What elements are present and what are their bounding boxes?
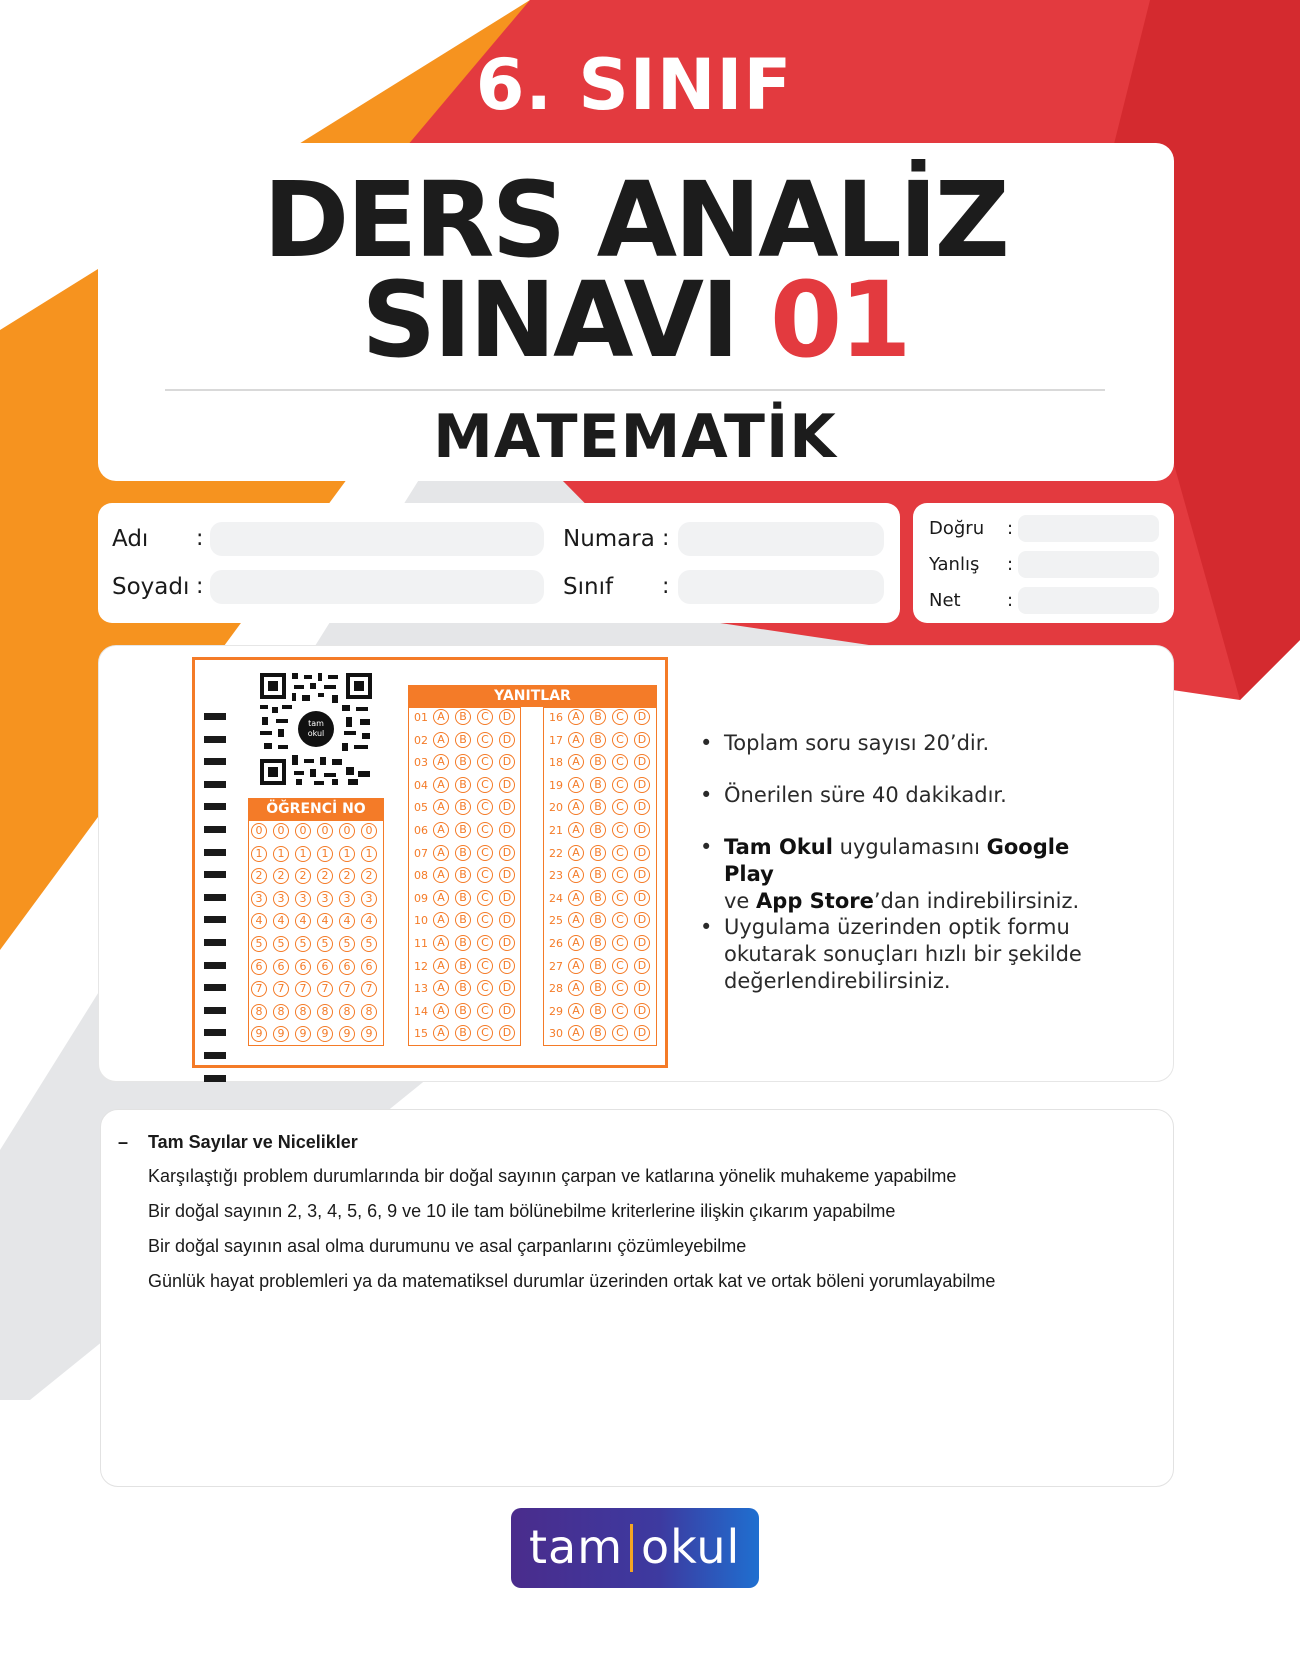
topic-dash: – bbox=[118, 1132, 129, 1152]
answer-bubble[interactable]: A bbox=[433, 799, 449, 815]
name-field[interactable] bbox=[210, 522, 544, 556]
student-no-bubble[interactable]: 5 bbox=[317, 936, 333, 952]
question-number: 05 bbox=[414, 801, 428, 815]
student-no-bubble[interactable]: 8 bbox=[251, 1004, 267, 1020]
answer-bubble[interactable]: B bbox=[590, 845, 606, 861]
question-number: 17 bbox=[549, 733, 563, 747]
answer-bubble[interactable]: C bbox=[477, 845, 493, 861]
student-no-bubble[interactable]: 5 bbox=[339, 936, 355, 952]
timing-mark bbox=[204, 984, 226, 991]
question-number: 11 bbox=[414, 937, 428, 950]
answer-bubble[interactable]: C bbox=[477, 980, 493, 996]
answer-bubble[interactable]: B bbox=[455, 890, 471, 906]
student-no-bubble[interactable]: 0 bbox=[295, 823, 311, 839]
answer-bubble[interactable]: D bbox=[499, 777, 515, 793]
timing-mark bbox=[204, 781, 226, 788]
student-no-bubble[interactable]: 9 bbox=[251, 1026, 267, 1042]
answer-bubble[interactable]: D bbox=[634, 890, 650, 906]
student-no-bubble[interactable]: 9 bbox=[273, 1026, 289, 1042]
grade-title: 6. SINIF bbox=[475, 44, 793, 126]
student-no-bubble[interactable]: 6 bbox=[361, 959, 377, 975]
answer-bubble[interactable]: A bbox=[433, 845, 449, 861]
answer-bubble[interactable]: C bbox=[477, 754, 493, 770]
answer-bubble[interactable]: B bbox=[455, 912, 471, 928]
question-number: 28 bbox=[549, 982, 563, 996]
answer-bubble[interactable]: D bbox=[499, 845, 515, 861]
answer-bubble[interactable]: B bbox=[455, 980, 471, 996]
timing-mark bbox=[204, 826, 226, 833]
number-field[interactable] bbox=[678, 522, 884, 556]
answer-bubble[interactable]: C bbox=[612, 958, 628, 974]
student-no-bubble[interactable]: 7 bbox=[317, 981, 333, 997]
title-divider bbox=[165, 389, 1105, 391]
answer-bubble[interactable]: D bbox=[499, 912, 515, 928]
answer-bubble[interactable]: C bbox=[612, 709, 628, 725]
answer-bubble[interactable]: D bbox=[634, 1003, 650, 1019]
answer-bubble[interactable]: C bbox=[477, 1003, 493, 1019]
answer-bubble[interactable]: C bbox=[477, 867, 493, 883]
answer-bubble[interactable]: C bbox=[612, 799, 628, 815]
title-line-1: DERS ANALİZ bbox=[263, 159, 1007, 281]
answer-bubble[interactable]: B bbox=[590, 890, 606, 906]
answer-bubble[interactable]: B bbox=[590, 732, 606, 748]
answer-bubble[interactable]: C bbox=[477, 890, 493, 906]
answer-bubble[interactable]: B bbox=[455, 822, 471, 838]
answer-bubble[interactable]: B bbox=[455, 799, 471, 815]
title-line-2: SINAVI 01 bbox=[361, 259, 909, 381]
answer-bubble[interactable]: D bbox=[634, 822, 650, 838]
answer-bubble[interactable]: D bbox=[634, 709, 650, 725]
question-number: 07 bbox=[414, 846, 428, 860]
student-no-bubble[interactable]: 9 bbox=[339, 1026, 355, 1042]
question-number: 08 bbox=[414, 869, 428, 883]
answer-bubble[interactable]: B bbox=[590, 1025, 606, 1041]
answer-bubble[interactable]: D bbox=[634, 935, 650, 951]
net-label: Net bbox=[929, 590, 961, 611]
student-no-bubble[interactable]: 6 bbox=[273, 959, 289, 975]
answer-bubble[interactable]: B bbox=[455, 709, 471, 725]
answer-bubble[interactable]: C bbox=[477, 709, 493, 725]
student-no-bubble[interactable]: 4 bbox=[339, 913, 355, 929]
student-no-bubble[interactable]: 7 bbox=[361, 981, 377, 997]
answer-bubble[interactable]: A bbox=[568, 1003, 584, 1019]
surname-colon: : bbox=[196, 574, 204, 599]
student-no-bubble[interactable]: 1 bbox=[273, 846, 289, 862]
answer-bubble[interactable]: C bbox=[612, 732, 628, 748]
answer-bubble[interactable]: C bbox=[612, 845, 628, 861]
answer-bubble[interactable]: C bbox=[612, 1025, 628, 1041]
question-number: 03 bbox=[414, 756, 428, 770]
answer-bubble[interactable]: C bbox=[612, 1003, 628, 1019]
question-number: 25 bbox=[549, 914, 563, 928]
timing-mark bbox=[204, 1052, 226, 1059]
wrong-field[interactable] bbox=[1018, 551, 1159, 578]
timing-mark bbox=[204, 713, 226, 720]
wrong-colon: : bbox=[1007, 554, 1014, 575]
student-no-bubble[interactable]: 7 bbox=[251, 981, 267, 997]
student-no-bubble[interactable]: 3 bbox=[251, 891, 267, 907]
class-label: Sınıf bbox=[563, 574, 614, 600]
net-colon: : bbox=[1007, 590, 1014, 611]
question-number: 22 bbox=[549, 846, 563, 860]
question-number: 29 bbox=[549, 1004, 563, 1018]
timing-mark bbox=[204, 736, 226, 743]
student-no-bubble[interactable]: 8 bbox=[295, 1004, 311, 1020]
answer-bubble[interactable]: C bbox=[612, 912, 628, 928]
student-no-bubble[interactable]: 0 bbox=[339, 823, 355, 839]
answer-bubble[interactable]: A bbox=[568, 754, 584, 770]
question-number: 14 bbox=[414, 1004, 428, 1018]
answer-bubble[interactable]: A bbox=[568, 777, 584, 793]
student-no-header: ÖĞRENCİ NO bbox=[248, 798, 384, 820]
answer-bubble[interactable]: A bbox=[568, 709, 584, 725]
answer-bubble[interactable]: B bbox=[455, 958, 471, 974]
answer-bubble[interactable]: A bbox=[568, 867, 584, 883]
student-no-bubble[interactable]: 2 bbox=[295, 868, 311, 884]
tam-okul-logo bbox=[511, 1508, 759, 1588]
student-no-bubble[interactable]: 8 bbox=[317, 1004, 333, 1020]
correct-colon: : bbox=[1007, 518, 1014, 539]
student-no-bubble[interactable]: 6 bbox=[251, 959, 267, 975]
question-number: 21 bbox=[549, 824, 563, 837]
answer-bubble[interactable]: B bbox=[590, 754, 606, 770]
answer-bubble[interactable]: B bbox=[455, 845, 471, 861]
answer-bubble[interactable]: D bbox=[499, 958, 515, 974]
timing-mark bbox=[204, 1007, 226, 1014]
answer-bubble[interactable]: A bbox=[568, 732, 584, 748]
student-no-bubble[interactable]: 0 bbox=[361, 823, 377, 839]
answer-bubble[interactable]: D bbox=[634, 754, 650, 770]
answer-bubble[interactable]: A bbox=[568, 958, 584, 974]
answer-bubble[interactable]: C bbox=[477, 822, 493, 838]
answer-bubble[interactable]: B bbox=[590, 980, 606, 996]
answer-bubble[interactable]: D bbox=[634, 799, 650, 815]
answers-header: YANITLAR bbox=[408, 685, 657, 707]
timing-mark bbox=[204, 1075, 226, 1082]
answer-bubble[interactable]: A bbox=[433, 1025, 449, 1041]
student-no-bubble[interactable]: 4 bbox=[317, 913, 333, 929]
student-no-bubble[interactable]: 2 bbox=[251, 868, 267, 884]
answer-bubble[interactable]: B bbox=[590, 709, 606, 725]
answer-bubble[interactable]: C bbox=[612, 867, 628, 883]
logo-divider bbox=[630, 1524, 633, 1572]
answer-bubble[interactable]: A bbox=[568, 822, 584, 838]
question-number: 12 bbox=[414, 959, 428, 973]
answer-bubble[interactable]: A bbox=[568, 799, 584, 815]
question-number: 20 bbox=[549, 801, 563, 815]
app-store: App Store bbox=[756, 889, 874, 913]
answer-bubble[interactable]: C bbox=[477, 1025, 493, 1041]
answer-bubble[interactable]: C bbox=[612, 980, 628, 996]
answer-bubble[interactable]: A bbox=[433, 709, 449, 725]
logo-left-text: tam bbox=[529, 1520, 624, 1574]
answer-bubble[interactable]: C bbox=[612, 754, 628, 770]
answer-bubble[interactable]: D bbox=[634, 732, 650, 748]
student-no-bubble[interactable]: 5 bbox=[361, 936, 377, 952]
answer-bubble[interactable]: A bbox=[433, 912, 449, 928]
answer-bubble[interactable]: D bbox=[499, 822, 515, 838]
answer-bubble[interactable]: A bbox=[568, 890, 584, 906]
class-field[interactable] bbox=[678, 570, 884, 604]
student-no-bubble[interactable]: 0 bbox=[251, 823, 267, 839]
answer-bubble[interactable]: A bbox=[568, 935, 584, 951]
student-no-bubble[interactable]: 8 bbox=[273, 1004, 289, 1020]
student-no-bubble[interactable]: 9 bbox=[317, 1026, 333, 1042]
student-no-bubble[interactable]: 4 bbox=[251, 913, 267, 929]
student-no-bubble[interactable]: 3 bbox=[361, 891, 377, 907]
student-no-bubble[interactable]: 3 bbox=[339, 891, 355, 907]
answer-bubble[interactable]: C bbox=[612, 777, 628, 793]
answer-bubble[interactable]: D bbox=[499, 935, 515, 951]
answer-bubble[interactable]: B bbox=[590, 822, 606, 838]
timing-mark bbox=[204, 849, 226, 856]
answer-bubble[interactable]: B bbox=[455, 732, 471, 748]
answer-bubble[interactable]: A bbox=[568, 980, 584, 996]
qr-code bbox=[258, 671, 374, 787]
correct-label: Doğru bbox=[929, 518, 985, 539]
answer-bubble[interactable]: D bbox=[499, 709, 515, 725]
student-no-bubble[interactable]: 1 bbox=[317, 846, 333, 862]
student-no-bubble[interactable]: 8 bbox=[339, 1004, 355, 1020]
topic-item: Karşılaştığı problem durumlarında bir doğal sayının çarpan ve katlarına yönelik muhakeme yapabilme bbox=[148, 1166, 957, 1186]
topic-item: Bir doğal sayının asal olma durumunu ve asal çarpanlarını çözümleyebilme bbox=[148, 1236, 747, 1256]
surname-label: Soyadı bbox=[112, 574, 190, 600]
answer-bubble[interactable]: D bbox=[499, 1025, 515, 1041]
question-number: 18 bbox=[549, 756, 563, 770]
answer-bubble[interactable]: B bbox=[455, 754, 471, 770]
topic-title: Tam Sayılar ve Nicelikler bbox=[148, 1132, 358, 1152]
answer-bubble[interactable]: C bbox=[477, 777, 493, 793]
student-no-bubble[interactable]: 6 bbox=[295, 959, 311, 975]
student-no-bubble[interactable]: 3 bbox=[317, 891, 333, 907]
answer-bubble[interactable]: A bbox=[433, 890, 449, 906]
name-label: Adı bbox=[112, 526, 149, 552]
student-no-bubble[interactable]: 0 bbox=[273, 823, 289, 839]
answer-bubble[interactable]: A bbox=[433, 935, 449, 951]
timing-mark bbox=[204, 803, 226, 810]
answer-bubble[interactable]: C bbox=[477, 799, 493, 815]
student-no-bubble[interactable]: 3 bbox=[273, 891, 289, 907]
question-number: 16 bbox=[549, 711, 563, 724]
student-no-bubble[interactable]: 2 bbox=[273, 868, 289, 884]
timing-mark bbox=[204, 758, 226, 765]
answer-bubble[interactable]: A bbox=[568, 912, 584, 928]
question-number: 26 bbox=[549, 937, 563, 950]
answer-bubble[interactable]: D bbox=[499, 1003, 515, 1019]
student-no-bubble[interactable]: 6 bbox=[339, 959, 355, 975]
timing-mark bbox=[204, 894, 226, 901]
question-number: 30 bbox=[549, 1027, 563, 1041]
student-no-bubble[interactable]: 5 bbox=[295, 936, 311, 952]
app-name: Tam Okul bbox=[724, 835, 833, 859]
answer-bubble[interactable]: B bbox=[590, 867, 606, 883]
answer-bubble[interactable]: A bbox=[433, 980, 449, 996]
answer-bubble[interactable]: D bbox=[634, 845, 650, 861]
student-no-bubble[interactable]: 2 bbox=[361, 868, 377, 884]
student-no-bubble[interactable]: 5 bbox=[251, 936, 267, 952]
answer-bubble[interactable]: B bbox=[590, 1003, 606, 1019]
question-number: 06 bbox=[414, 824, 428, 837]
google-play: Google Play bbox=[724, 835, 1070, 886]
answer-bubble[interactable]: D bbox=[499, 980, 515, 996]
name-colon: : bbox=[196, 526, 204, 551]
answer-bubble[interactable]: B bbox=[455, 1025, 471, 1041]
wrong-label: Yanlış bbox=[929, 554, 980, 575]
question-number: 09 bbox=[414, 891, 428, 905]
timing-mark bbox=[204, 1029, 226, 1036]
student-no-bubble[interactable]: 2 bbox=[339, 868, 355, 884]
surname-field[interactable] bbox=[210, 570, 544, 604]
student-no-bubble[interactable]: 1 bbox=[339, 846, 355, 862]
answer-bubble[interactable]: D bbox=[499, 867, 515, 883]
answer-bubble[interactable]: D bbox=[499, 754, 515, 770]
student-no-bubble[interactable]: 9 bbox=[361, 1026, 377, 1042]
student-no-bubble[interactable]: 1 bbox=[251, 846, 267, 862]
student-no-bubble[interactable]: 3 bbox=[295, 891, 311, 907]
topic-item: Bir doğal sayının 2, 3, 4, 5, 6, 9 ve 10 ile tam bölünebilme kriterlerine ilişkin çıkarım yapabilme bbox=[148, 1201, 896, 1221]
answer-bubble[interactable]: B bbox=[455, 867, 471, 883]
timing-mark bbox=[204, 939, 226, 946]
answer-bubble[interactable]: C bbox=[477, 732, 493, 748]
answer-bubble[interactable]: B bbox=[590, 958, 606, 974]
answer-bubble[interactable]: C bbox=[612, 890, 628, 906]
timing-mark bbox=[204, 916, 226, 923]
answer-bubble[interactable]: D bbox=[634, 912, 650, 928]
answer-bubble[interactable]: C bbox=[477, 935, 493, 951]
student-no-bubble[interactable]: 8 bbox=[361, 1004, 377, 1020]
question-number: 15 bbox=[414, 1027, 428, 1041]
question-number: 01 bbox=[414, 711, 428, 724]
question-number: 02 bbox=[414, 733, 428, 747]
topic-item: Günlük hayat problemleri ya da matematiksel durumlar üzerinden ortak kat ve ortak böleni yorumlayabilme bbox=[148, 1271, 996, 1291]
student-no-bubble[interactable]: 4 bbox=[273, 913, 289, 929]
qr-logo-line1: tam bbox=[308, 719, 324, 728]
exam-number: 01 bbox=[769, 259, 909, 381]
student-no-bubble[interactable]: 1 bbox=[361, 846, 377, 862]
answer-bubble[interactable]: C bbox=[477, 958, 493, 974]
answer-bubble[interactable]: B bbox=[590, 935, 606, 951]
question-number: 13 bbox=[414, 982, 428, 996]
answer-bubble[interactable]: A bbox=[568, 1025, 584, 1041]
answer-bubble[interactable]: A bbox=[433, 822, 449, 838]
answer-bubble[interactable]: A bbox=[433, 754, 449, 770]
answer-bubble[interactable]: A bbox=[433, 777, 449, 793]
question-number: 10 bbox=[414, 914, 428, 928]
student-no-bubble[interactable]: 1 bbox=[295, 846, 311, 862]
student-no-bubble[interactable]: 2 bbox=[317, 868, 333, 884]
answer-bubble[interactable]: C bbox=[612, 935, 628, 951]
subject-title: MATEMATİK bbox=[433, 402, 837, 472]
answer-bubble[interactable]: A bbox=[433, 732, 449, 748]
answer-bubble[interactable]: B bbox=[590, 912, 606, 928]
student-no-bubble[interactable]: 7 bbox=[339, 981, 355, 997]
net-field[interactable] bbox=[1018, 587, 1159, 614]
student-no-bubble[interactable]: 5 bbox=[273, 936, 289, 952]
question-number: 19 bbox=[549, 778, 563, 792]
correct-field[interactable] bbox=[1018, 515, 1159, 542]
student-no-bubble[interactable]: 7 bbox=[273, 981, 289, 997]
student-no-bubble[interactable]: 9 bbox=[295, 1026, 311, 1042]
qr-logo-line2: okul bbox=[307, 729, 325, 738]
answer-bubble[interactable]: D bbox=[634, 777, 650, 793]
answer-bubble[interactable]: A bbox=[433, 958, 449, 974]
answer-bubble[interactable]: C bbox=[612, 822, 628, 838]
answer-bubble[interactable]: B bbox=[455, 1003, 471, 1019]
question-number: 27 bbox=[549, 959, 563, 973]
timing-mark bbox=[204, 871, 226, 878]
answer-bubble[interactable]: B bbox=[590, 799, 606, 815]
answer-bubble[interactable]: B bbox=[590, 777, 606, 793]
answer-bubble[interactable]: D bbox=[499, 890, 515, 906]
question-number: 04 bbox=[414, 778, 428, 792]
student-no-bubble[interactable]: 6 bbox=[317, 959, 333, 975]
answer-bubble[interactable]: D bbox=[499, 732, 515, 748]
answer-bubble[interactable]: D bbox=[634, 867, 650, 883]
answer-bubble[interactable]: B bbox=[455, 935, 471, 951]
answer-bubble[interactable]: A bbox=[433, 1003, 449, 1019]
student-no-bubble[interactable]: 4 bbox=[295, 913, 311, 929]
answer-bubble[interactable]: D bbox=[634, 1025, 650, 1041]
answer-bubble[interactable]: D bbox=[634, 958, 650, 974]
student-no-bubble[interactable]: 4 bbox=[361, 913, 377, 929]
student-info-card bbox=[98, 503, 900, 623]
answer-bubble[interactable]: D bbox=[634, 980, 650, 996]
answer-bubble[interactable]: A bbox=[433, 867, 449, 883]
timing-mark bbox=[204, 962, 226, 969]
answer-bubble[interactable]: A bbox=[568, 845, 584, 861]
number-colon: : bbox=[662, 526, 670, 551]
number-label: Numara bbox=[563, 526, 655, 552]
answer-bubble[interactable]: B bbox=[455, 777, 471, 793]
question-number: 24 bbox=[549, 891, 563, 905]
question-number: 23 bbox=[549, 869, 563, 883]
answer-bubble[interactable]: C bbox=[477, 912, 493, 928]
class-colon: : bbox=[662, 574, 670, 599]
answer-bubble[interactable]: D bbox=[499, 799, 515, 815]
logo-right-text: okul bbox=[641, 1520, 741, 1574]
student-no-bubble[interactable]: 7 bbox=[295, 981, 311, 997]
student-no-bubble[interactable]: 0 bbox=[317, 823, 333, 839]
